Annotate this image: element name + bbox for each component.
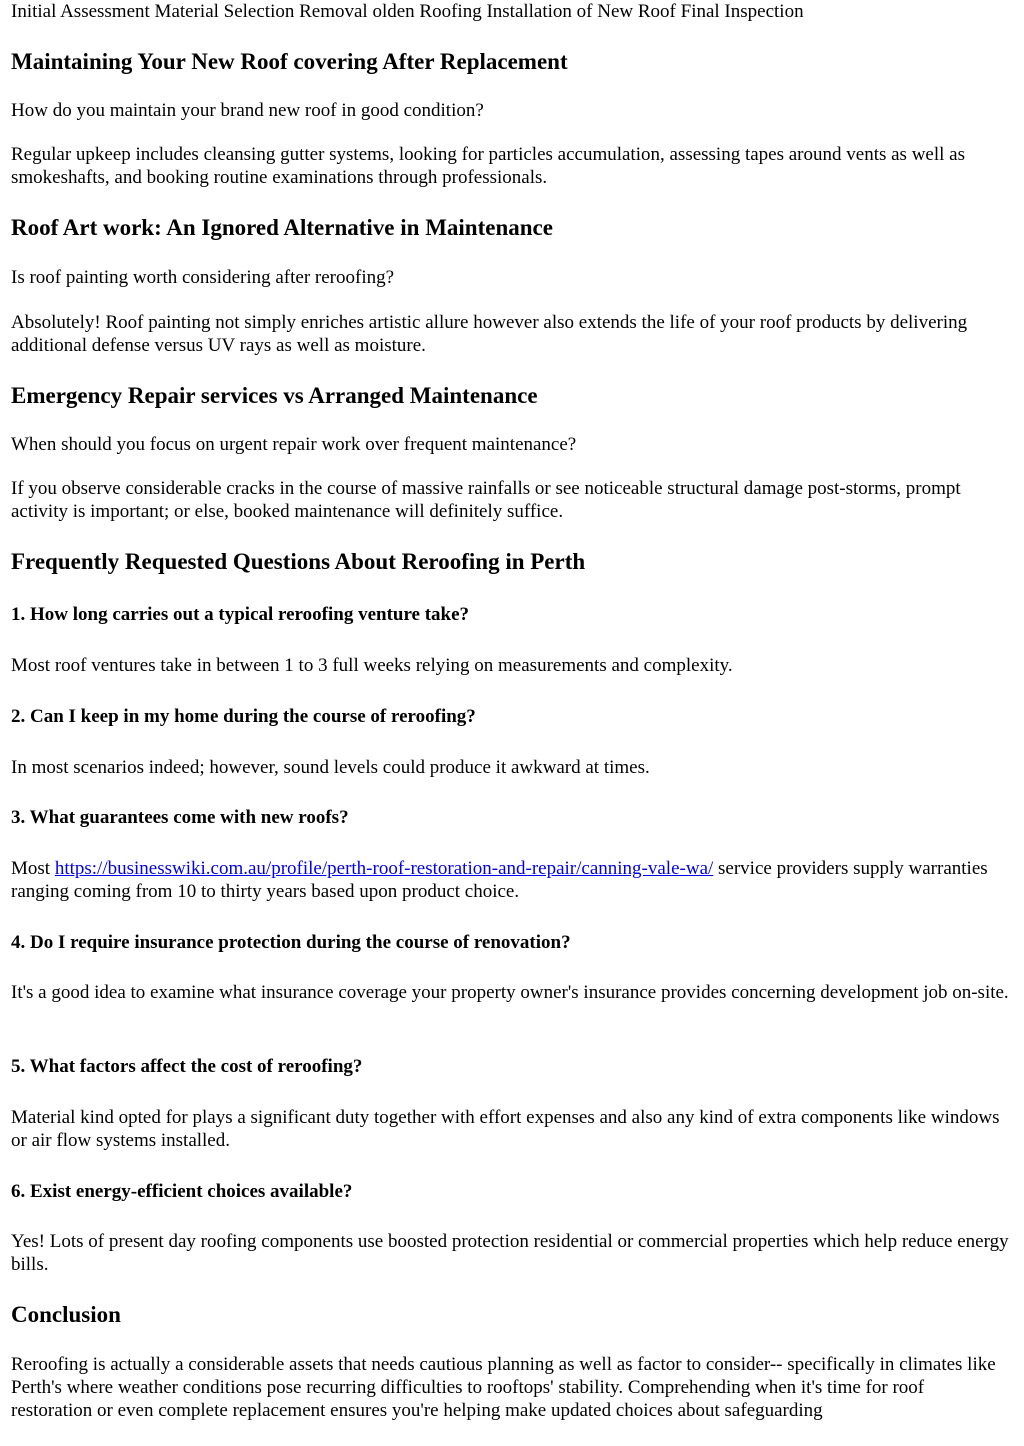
heading-maintaining: Maintaining Your New Roof covering After Replacement [11, 49, 568, 74]
question-roof-painting: Is roof painting worth considering after reroofing? [11, 267, 395, 288]
conclusion-text: Reroofing is actually a considerable assets that needs cautious planning as well as factor to consider-- specifically in climates like Perth's where weather conditions pose recurring difficulties to rooftops' stability. Comprehending when it's time for roof restoration or even complete replacement ensures you're helping make updated choices about safeguarding [11, 1354, 996, 1421]
faq-answer-6: Yes! Lots of present day roofing components use boosted protection residential or commercial properties which help reduce energy bills. [11, 1231, 1009, 1275]
process-steps-line: Initial Assessment Material Selection Removal olden Roofing Installation of New Roof Final Inspection [11, 1, 804, 22]
faq-question-2: 2. Can I keep in my home during the course of reroofing? [11, 706, 476, 727]
answer-emergency-repairs: If you observe considerable cracks in the course of massive rainfalls or see noticeable structural damage post-storms, prompt activity is important; or else, booked maintenance will definitely suffice. [11, 478, 961, 522]
answer-roof-painting: Absolutely! Roof painting not simply enriches artistic allure however also extends the life of your roof products by delivering additional defense versus UV rays as well as moisture. [11, 312, 968, 356]
faq-answer-3-suffix: service providers supply warranties ranging coming from 10 to thirty years based upon product choice. [11, 858, 988, 902]
faq-question-4: 4. Do I require insurance protection during the course of renovation? [11, 932, 571, 953]
faq-answer-4: It's a good idea to examine what insurance coverage your property owner's insurance provides concerning development job on-site. [11, 982, 1009, 1003]
faq-question-5: 5. What factors affect the cost of reroofing? [11, 1056, 363, 1077]
question-emergency-repairs: When should you focus on urgent repair work over frequent maintenance? [11, 434, 577, 455]
heading-emergency-repairs: Emergency Repair services vs Arranged Maintenance [11, 383, 538, 408]
faq-question-3: 3. What guarantees come with new roofs? [11, 807, 349, 828]
faq-answer-3 [11, 857, 1009, 903]
canning-vale-profile-link[interactable]: https://businesswiki.com.au/profile/perth-roof-restoration-and-repair/canning-vale-wa/ [54, 858, 714, 879]
faq-answer-3-prefix: Most [11, 858, 55, 879]
heading-conclusion: Conclusion [11, 1302, 121, 1327]
faq-question-1: 1. How long carries out a typical reroofing venture take? [11, 604, 470, 625]
heading-faq: Frequently Requested Questions About Reroofing in Perth [11, 549, 586, 574]
faq-question-6: 6. Exist energy-efficient choices available? [11, 1181, 353, 1202]
faq-answer-2: In most scenarios indeed; however, sound levels could produce it awkward at times. [11, 757, 650, 778]
faq-answer-5: Material kind opted for plays a significant duty together with effort expenses and also any kind of extra components like windows or air flow systems installed. [11, 1107, 1000, 1151]
faq-answer-1: Most roof ventures take in between 1 to 3 full weeks relying on measurements and complexity. [11, 655, 733, 676]
heading-roof-painting: Roof Art work: An Ignored Alternative in Maintenance [11, 215, 553, 240]
answer-maintaining: Regular upkeep includes cleansing gutter systems, looking for particles accumulation, assessing tapes around vents as well as smokeshafts, and booking routine examinations through professionals. [11, 144, 965, 188]
question-maintaining: How do you maintain your brand new roof in good condition? [11, 100, 484, 121]
